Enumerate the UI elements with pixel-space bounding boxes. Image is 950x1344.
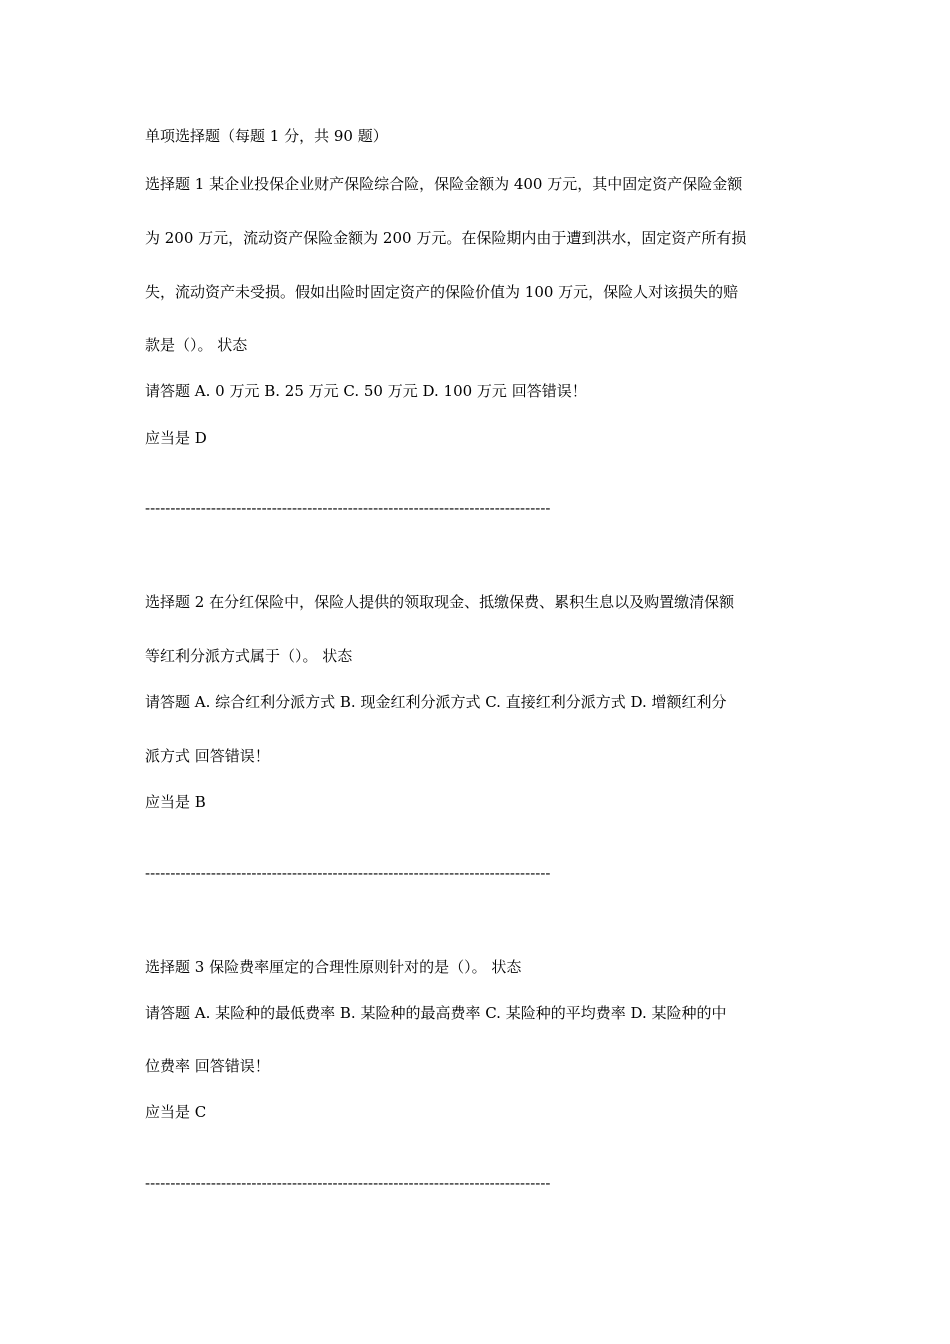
section-heading: 单项选择题（每题 1 分，共 90 题）	[145, 127, 388, 145]
question-1-line-2: 为 200 万元，流动资产保险金额为 200 万元。在保险期内由于遭到洪水，固定资产所有损	[145, 229, 747, 247]
question-2-separator: --------------------------------------------------------------------------------	[145, 864, 551, 882]
question-3-options-line-1: 请答题 A. 某险种的最低费率 B. 某险种的最高费率 C. 某险种的平均费率 D. 某险种的中	[145, 1004, 727, 1022]
question-2-answer: 应当是 B	[145, 793, 206, 811]
question-2-line-1: 选择题 2 在分红保险中，保险人提供的领取现金、抵缴保费、累积生息以及购置缴清保额	[145, 593, 735, 611]
question-1-line-3: 失，流动资产未受损。假如出险时固定资产的保险价值为 100 万元，保险人对该损失的赔	[145, 283, 739, 301]
question-1-separator: --------------------------------------------------------------------------------	[145, 499, 551, 517]
question-3-line-1: 选择题 3 保险费率厘定的合理性原则针对的是（）。 状态	[145, 958, 522, 976]
question-1-line-1: 选择题 1 某企业投保企业财产保险综合险，保险金额为 400 万元，其中固定资产保险金额	[145, 175, 743, 193]
question-3-answer: 应当是 C	[145, 1103, 207, 1121]
question-3-separator: --------------------------------------------------------------------------------	[145, 1174, 551, 1192]
question-2-options-line-2: 派方式 回答错误！	[145, 747, 270, 765]
question-3-options-line-2: 位费率 回答错误！	[145, 1057, 270, 1075]
question-1-line-4: 款是（）。 状态	[145, 336, 248, 354]
question-1-answer: 应当是 D	[145, 429, 207, 447]
question-2-line-2: 等红利分派方式属于（）。 状态	[145, 647, 353, 665]
question-1-options: 请答题 A. 0 万元 B. 25 万元 C. 50 万元 D. 100 万元 回答错误！	[145, 382, 587, 400]
question-2-options-line-1: 请答题 A. 综合红利分派方式 B. 现金红利分派方式 C. 直接红利分派方式 D. 增额红利分	[145, 693, 727, 711]
